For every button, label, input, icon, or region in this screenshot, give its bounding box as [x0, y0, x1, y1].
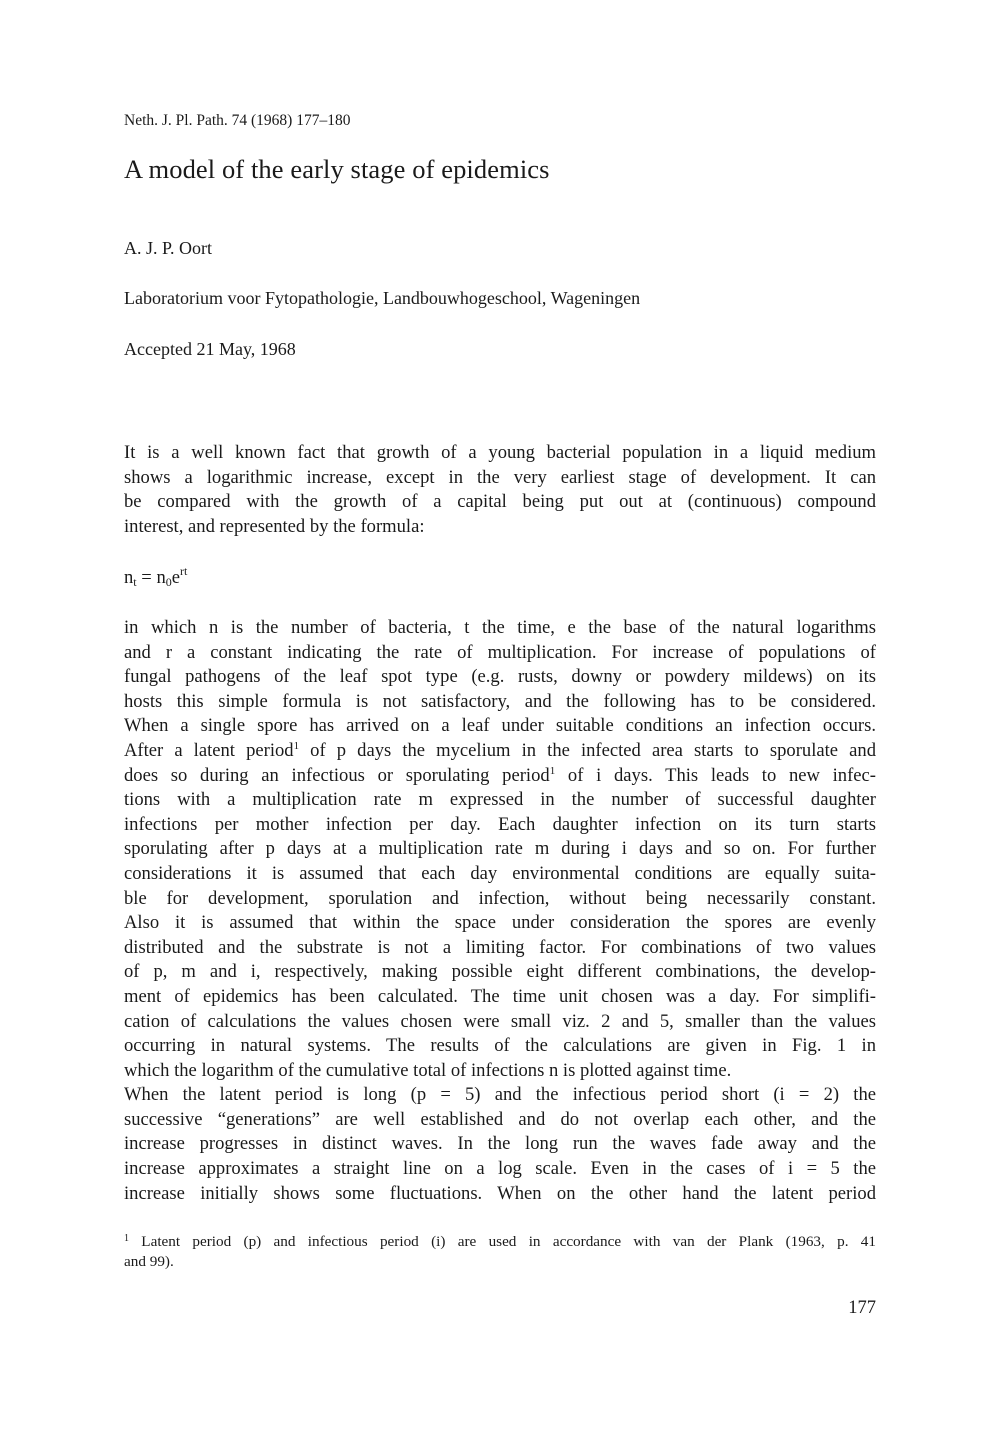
author-affiliation: Laboratorium voor Fytopathologie, Landbouwhogeschool, Wageningen	[124, 288, 641, 308]
text-line: be compared with the growth of a capital being put out at (continuous) compound	[124, 491, 876, 513]
text-line: fungal pathogens of the leaf spot type (e.g. rusts, downy or powdery mildews) on its	[124, 666, 876, 688]
text-line: cation of calculations the values chosen were small viz. 2 and 5, smaller than the values	[124, 1010, 876, 1032]
text-line: sporulating after p days at a multiplication rate m during i days and so on. For further	[124, 838, 876, 860]
footnote	[124, 1232, 876, 1272]
formula-rhs-base: n	[156, 567, 166, 588]
footnote-reference[interactable]: 1	[293, 739, 300, 752]
text-fragment: of i days. This leads to new infec-	[555, 764, 876, 786]
text-line-with-footnote	[124, 739, 876, 764]
text-line-with-footnote	[124, 764, 876, 789]
text-line: occurring in natural systems. The results of the calculations are given in Fig. 1 in	[124, 1035, 876, 1057]
text-line: successive “generations” are well established and do not overlap each other, and the	[124, 1108, 876, 1130]
text-line: interest, and represented by the formula:	[124, 515, 425, 537]
formula-rhs-e: e	[171, 567, 181, 588]
text-line: increase initially shows some fluctuations. When on the other hand the latent period	[124, 1182, 876, 1204]
text-line: tions with a multiplication rate m expressed in the number of successful daughter	[124, 789, 876, 811]
footnote-marker: 1	[124, 1233, 129, 1244]
formula-lhs-base: n	[124, 567, 134, 588]
text-fragment: of p days the mycelium in the infected area starts to sporulate and	[299, 739, 876, 761]
footnote-text: Latent period (p) and infectious period (i) are used in accordance with van der Plank (1963, p. 41	[129, 1233, 876, 1250]
formula-rhs-sup: rt	[180, 564, 188, 578]
text-line: ment of epidemics has been calculated. The time unit chosen was a day. For simplifi-	[124, 985, 876, 1007]
text-line: increase progresses in distinct waves. In the long run the waves fade away and the	[124, 1133, 876, 1155]
text-line: ble for development, sporulation and infection, without being necessarily constant.	[124, 887, 876, 909]
text-line: distributed and the substrate is not a limiting factor. For combinations of two values	[124, 936, 876, 958]
text-fragment: does so during an infectious or sporulating period	[124, 764, 550, 786]
growth-formula	[124, 564, 187, 590]
text-line: shows a logarithmic increase, except in the very earliest stage of development. It can	[124, 466, 876, 488]
text-line: infections per mother infection per day. Each daughter infection on its turn starts	[124, 813, 876, 835]
footnote-reference[interactable]: 1	[549, 764, 556, 777]
article-title: A model of the early stage of epidemics	[124, 154, 550, 184]
accepted-date: Accepted 21 May, 1968	[124, 339, 296, 359]
page-number: 177	[848, 1298, 876, 1318]
text-line: When a single spore has arrived on a leaf under suitable conditions an infection occurs.	[124, 715, 876, 737]
text-line: When the latent period is long (p = 5) and the infectious period short (i = 2) the	[124, 1084, 876, 1106]
footnote-line: and 99).	[124, 1253, 174, 1270]
text-line: which the logarithm of the cumulative total of infections n is plotted against time.	[124, 1059, 732, 1081]
journal-citation: Neth. J. Pl. Path. 74 (1968) 177–180	[124, 112, 351, 129]
text-fragment: After a latent period	[124, 739, 294, 761]
author-name: A. J. P. Oort	[124, 238, 213, 258]
paragraph-intro	[124, 441, 876, 539]
formula-lhs-sub: t	[133, 575, 137, 589]
text-line: It is a well known fact that growth of a young bacterial population in a liquid medium	[124, 442, 876, 463]
text-line: increase approximates a straight line on a log scale. Even in the cases of i = 5 the	[124, 1158, 876, 1180]
text-line: in which n is the number of bacteria, t the time, e the base of the natural logarithms	[124, 617, 876, 638]
text-line: hosts this simple formula is not satisfactory, and the following has to be considered.	[124, 690, 876, 712]
text-line: Also it is assumed that within the space under consideration the spores are evenly	[124, 912, 876, 934]
text-line: and r a constant indicating the rate of multiplication. For increase of populations of	[124, 641, 876, 663]
formula-rhs-sub: 0	[165, 575, 172, 589]
paragraph-model	[124, 616, 876, 1206]
footnote-line	[124, 1232, 876, 1252]
formula-equals: =	[141, 567, 152, 588]
text-line: considerations it is assumed that each day environmental conditions are equally suita-	[124, 862, 876, 884]
text-line: of p, m and i, respectively, making possible eight different combinations, the develop-	[124, 961, 876, 983]
